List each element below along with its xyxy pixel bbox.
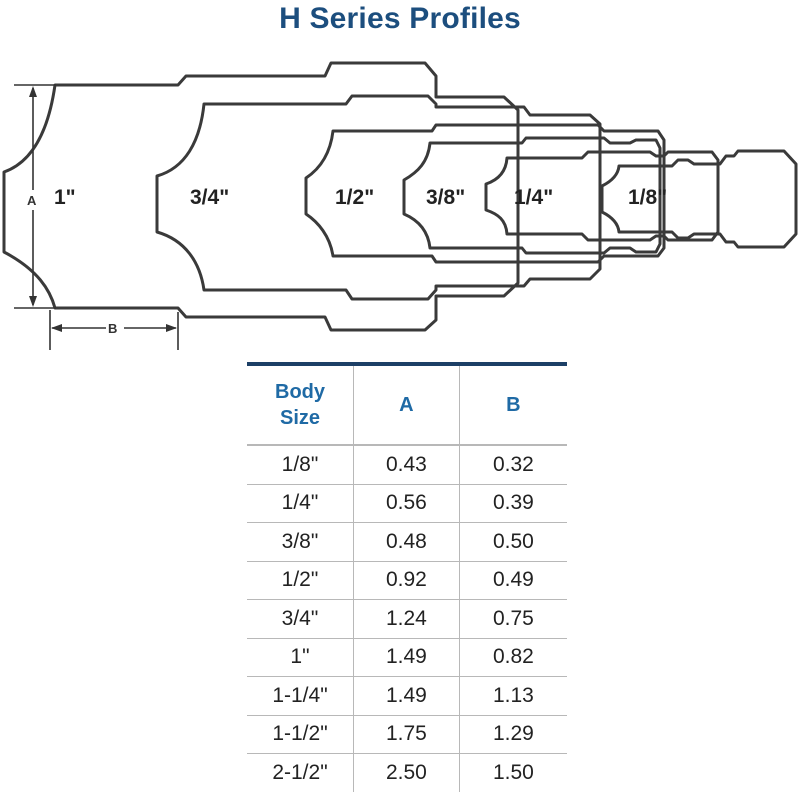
dimension-b bbox=[50, 310, 178, 350]
dimension-b-label: B bbox=[108, 321, 118, 336]
cell-body-size: 2-1/2" bbox=[272, 760, 328, 784]
cell-a: 1.75 bbox=[354, 715, 460, 754]
table-row bbox=[247, 600, 567, 639]
table-row bbox=[247, 638, 567, 677]
cell-b: 1.13 bbox=[459, 677, 567, 716]
profile-label-3-4in: 3/4" bbox=[190, 186, 230, 209]
cell-body-size: 1/2" bbox=[247, 561, 354, 600]
cell-a: 0.43 bbox=[354, 445, 460, 484]
cell-b: 0.32 bbox=[459, 445, 567, 484]
cell-a: 1.24 bbox=[354, 600, 460, 639]
table-row bbox=[247, 445, 567, 484]
cell-body-size: 1-1/4" bbox=[247, 677, 354, 716]
cell-b: 0.49 bbox=[459, 561, 567, 600]
cell-a: 1.49 bbox=[354, 638, 460, 677]
table-row bbox=[247, 523, 567, 562]
header-body-size: Body Size bbox=[247, 364, 354, 445]
page-title: H Series Profiles bbox=[279, 2, 521, 35]
header-b: B bbox=[459, 364, 567, 445]
cell-b: 1.29 bbox=[459, 715, 567, 754]
table-row bbox=[247, 754, 567, 792]
profile-label-1-4in: 1/4" bbox=[514, 186, 554, 209]
cell-b: 1.50 bbox=[459, 754, 567, 792]
dimensions-table-container bbox=[247, 362, 567, 792]
dimensions-table bbox=[247, 362, 567, 792]
profile-label-1-2in: 1/2" bbox=[335, 186, 375, 209]
cell-b: 0.50 bbox=[459, 523, 567, 562]
cell-body-size: 1/4" bbox=[247, 484, 354, 523]
table-row bbox=[247, 677, 567, 716]
cell-body-size: 3/8" bbox=[247, 523, 354, 562]
cell-b: 0.75 bbox=[459, 600, 567, 639]
profile-label-3-8in: 3/8" bbox=[426, 186, 466, 209]
cell-a: 2.50 bbox=[354, 754, 460, 792]
cell-a: 0.56 bbox=[354, 484, 460, 523]
header-a: A bbox=[354, 364, 460, 445]
profiles-diagram bbox=[0, 0, 800, 360]
cell-body-size: 1" bbox=[247, 638, 354, 677]
profile-label-1in: 1" bbox=[54, 186, 76, 209]
dimension-a-label: A bbox=[27, 193, 37, 208]
profile-label-1-8in: 1/8" bbox=[628, 186, 668, 209]
cell-a: 0.48 bbox=[354, 523, 460, 562]
table-row bbox=[247, 561, 567, 600]
table-row bbox=[247, 484, 567, 523]
cell-a: 1.49 bbox=[354, 677, 460, 716]
cell-body-size: 1-1/2" bbox=[247, 715, 354, 754]
cell-a: 0.92 bbox=[354, 561, 460, 600]
cell-body-size: 3/4" bbox=[247, 600, 354, 639]
table-header-row bbox=[247, 364, 567, 445]
cell-b: 0.82 bbox=[459, 638, 567, 677]
cell-body-size: 1/8" bbox=[247, 445, 354, 484]
cell-b: 0.39 bbox=[459, 484, 567, 523]
table-row bbox=[247, 715, 567, 754]
